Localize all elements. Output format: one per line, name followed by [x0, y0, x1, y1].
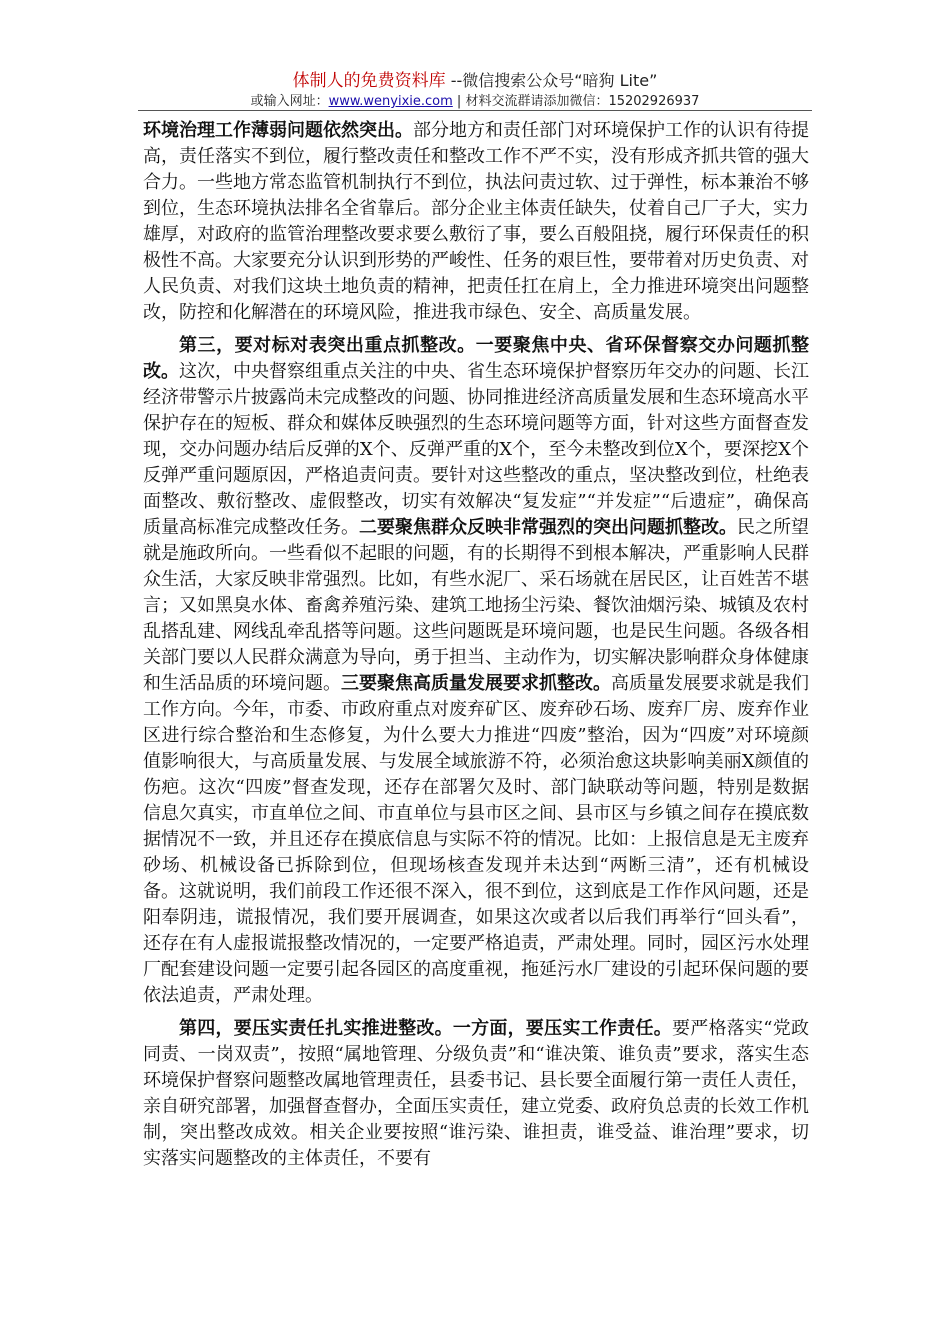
contact-text: | 材料交流群请添加微信：15202926937 — [452, 94, 700, 109]
header-divider — [138, 110, 812, 111]
paragraph-2-lead-2: 二要聚焦群众反映非常强烈的突出问题抓整改。 — [359, 517, 737, 538]
site-link[interactable]: www.wenyixie.com — [328, 94, 453, 109]
paragraph-2-text-3: 高质量发展要求就是我们工作方向。今年，市委、市政府重点对废弃矿区、废弃砂石场、废弃厂房、废弃作业区进行综合整治和生态修复，为什么要大力推进“四废”整治，因为“四废”对环境颜值影响很大，与高质量发展、与发展全域旅游不符，必须治愈这块影响美丽X颜值的伤疤。这次“四废”督查发现，还存在部署欠及时、部门缺联动等问题，特别是数据信息欠真实，市直单位之间、市直单位与县市区之间、县市区与乡镇之间存在摸底数据情况不一致，并且还存在摸底信息与实际不符的情况。比如：上报信息是无主废弃砂场、机械设备已拆除到位，但现场核查发现并未达到“两断三清”，还有机械设备。这就说明，我们前段工作还很不深入，很不到位，这到底是工作作风问题，还是阳奉阴违，谎报情况，我们要开展调查，如果这次或者以后我们再举行“回头看”，还存在有人虚报谎报整改情况的，一定要严格追责，严肃处理。同时，园区污水处理厂配套建设问题一定要引起各园区的高度重视，拖延污水厂建设的引起环保问题的要依法追责，严肃处理。 — [143, 673, 809, 1006]
header-line-2 — [0, 92, 950, 112]
paragraph-2-text-2: 民之所望就是施政所向。一些看似不起眼的问题，有的长期得不到根本解决，严重影响人民群众生活，大家反映非常强烈。比如，有些水泥厂、采石场就在居民区，让百姓苦不堪言；又如黑臭水体、畜禽养殖污染、建筑工地扬尘污染、餐饮油烟污染、城镇及农村乱搭乱建、网线乱牵乱搭等问题。这些问题既是环境问题，也是民生问题。各级各相关部门要以人民群众满意为导向，勇于担当、主动作为，切实解决影响群众身体健康和生活品质的环境问题。 — [143, 517, 809, 694]
paragraph-1 — [143, 118, 809, 326]
document-body — [143, 118, 809, 1172]
wechat-text: --微信搜索公众号“暗狗 Lite” — [445, 71, 658, 90]
paragraph-1-lead: 环境治理工作薄弱问题依然突出。 — [143, 120, 413, 141]
paragraph-3-text: 要严格落实“党政同责、一岗双责”，按照“属地管理、分级负责”和“谁决策、谁负责”要求，落实生态环境保护督察问题整改属地管理责任，县委书记、县长要全面履行第一责任人责任，亲自研究部署，加强督查督办，全面压实责任，建立党委、政府负总责的长效工作机制，突出整改成效。相关企业要按照“谁污染、谁担责，谁受益、谁治理”要求，切实落实问题整改的主体责任，不要有 — [143, 1018, 809, 1169]
site-name: 体制人的免费资料库 — [292, 71, 446, 91]
paragraph-3-lead: 第四，要压实责任扎实推进整改。一方面，要压实工作责任。 — [179, 1018, 672, 1039]
paragraph-3 — [143, 1016, 809, 1172]
paragraph-2 — [143, 333, 809, 1009]
header-line-1 — [0, 70, 950, 92]
paragraph-2-lead: 第三，要对标对表突出重点抓整改。一要聚焦中央、省环保督察交办问题抓整改。 — [143, 335, 809, 382]
paragraph-1-text: 部分地方和责任部门对环境保护工作的认识有待提高，责任落实不到位，履行整改责任和整改工作不严不实，没有形成齐抓共管的强大合力。一些地方常态监管机制执行不到位，执法问责过软、过于弹性，标本兼治不够到位，生态环境执法排名全省靠后。部分企业主体责任缺失，仗着自己厂子大，实力雄厚，对政府的监管治理整改要求要么敷衍了事，要么百般阻挠，履行环保责任的积极性不高。大家要充分认识到形势的严峻性、任务的艰巨性，要带着对历史负责、对人民负责、对我们这块土地负责的精神，把责任扛在肩上，全力推进环境突出问题整改，防控和化解潜在的环境风险，推进我市绿色、安全、高质量发展。 — [143, 120, 809, 323]
url-prefix: 或输入网址： — [250, 94, 329, 109]
paragraph-2-lead-3: 三要聚焦高质量发展要求抓整改。 — [341, 673, 611, 694]
page-header — [0, 70, 950, 112]
paragraph-2-text-1: 这次，中央督察组重点关注的中央、省生态环境保护督察历年交办的问题、长江经济带警示片披露尚未完成整改的问题、协同推进经济高质量发展和生态环境高水平保护存在的短板、群众和媒体反映强烈的生态环境问题等方面，针对这些方面督查发现，交办问题办结后反弹的X个、反弹严重的X个，至今未整改到位X个，要深挖X个反弹严重问题原因，严格追责问责。要针对这些整改的重点，坚决整改到位，杜绝表面整改、敷衍整改、虚假整改，切实有效解决“复发症”“并发症”“后遗症”，确保高质量高标准完成整改任务。 — [143, 361, 809, 538]
